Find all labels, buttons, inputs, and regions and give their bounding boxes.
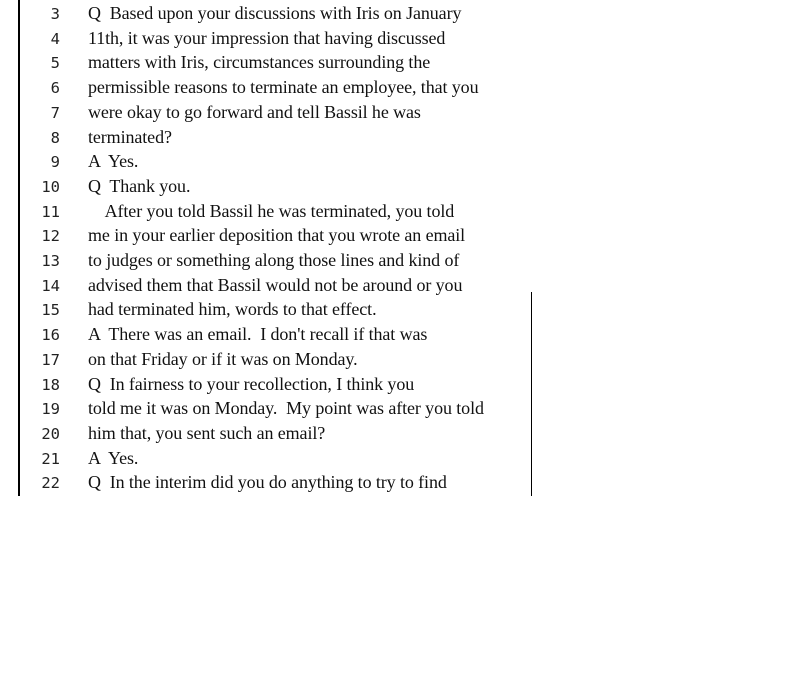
line-text: on that Friday or if it was on Monday. [88,348,358,369]
transcript-line [0,101,560,126]
transcript-line [0,298,560,323]
line-number: 12 [41,227,60,246]
line-number: 20 [41,424,60,443]
line-text: A There was an email. I don't recall if that was [88,324,428,345]
line-number: 19 [41,400,60,419]
line-text: 11th, it was your impression that having discussed [88,27,446,48]
line-number: 16 [41,326,60,345]
line-number: 21 [41,449,60,468]
line-number: 5 [50,54,60,73]
line-number: 11 [41,202,60,221]
line-text: Q Thank you. [88,175,191,196]
line-number: 6 [50,79,60,98]
line-number: 4 [50,29,60,48]
line-number: 15 [41,301,60,320]
line-text: Q Based upon your discussions with Iris on January [88,3,462,23]
line-number: 3 [50,5,60,23]
line-text: After you told Bassil he was terminated, you told [88,200,455,221]
line-number: 13 [41,252,60,270]
line-text: A Yes. [88,447,139,468]
transcript-line [0,323,560,348]
line-text: Q In fairness to your recollection, I think you [88,373,415,394]
transcript-line [0,76,560,101]
line-text: were okay to go forward and tell Bassil he was [88,101,421,122]
transcript-line [0,175,560,200]
transcript-line [0,471,560,496]
line-number: 22 [41,474,60,493]
line-text: me in your earlier deposition that you wrote an email [88,225,466,246]
transcript-line [0,126,560,151]
transcript-line [0,447,560,472]
transcript-line [0,150,560,175]
line-text: to judges or something along those lines and kind of [88,250,460,270]
line-number: 10 [41,177,60,196]
transcript-line [0,373,560,398]
transcript-line [0,2,560,27]
transcript-line [0,27,560,52]
line-text: him that, you sent such an email? [88,422,326,443]
line-number: 17 [41,350,60,369]
transcript-line [0,397,560,422]
line-text: permissible reasons to terminate an employee, that you [88,77,479,98]
transcript-line [0,249,560,274]
transcript-line [0,224,560,249]
transcript-line [0,200,560,225]
line-number: 8 [50,128,60,147]
transcript-line [0,422,560,447]
line-number: 7 [50,103,60,122]
line-text: advised them that Bassil would not be around or you [88,274,463,295]
line-text: told me it was on Monday. My point was after you told [88,398,484,419]
transcript-line [0,274,560,299]
transcript-line [0,348,560,373]
transcript-line [0,51,560,76]
line-text: A Yes. [88,151,139,172]
line-number: 18 [41,375,60,394]
line-text: Q In the interim did you do anything to try to find [88,472,447,493]
line-text: terminated? [88,126,172,147]
line-text: had terminated him, words to that effect. [88,299,377,320]
line-number: 14 [41,276,60,295]
line-number: 9 [50,153,60,172]
line-text: matters with Iris, circumstances surrounding the [88,52,431,73]
